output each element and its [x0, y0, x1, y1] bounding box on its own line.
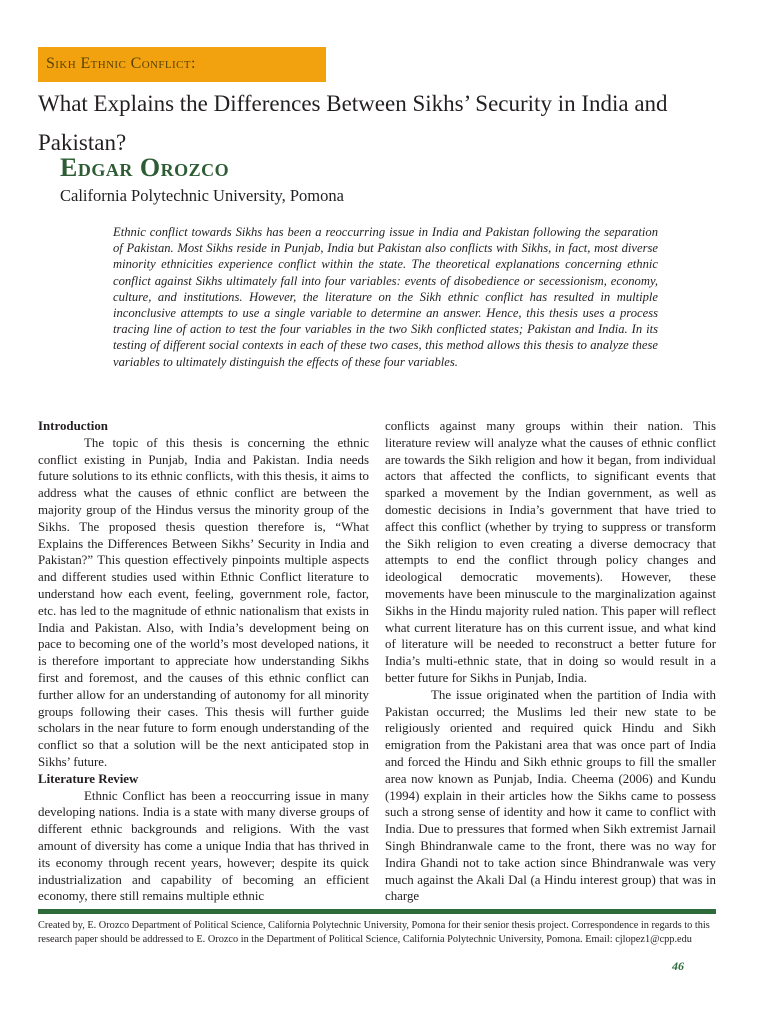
series-label: Sikh Ethnic Conflict:	[46, 55, 196, 72]
literature-paragraph-1: Ethnic Conflict has been a reoccurring issue in many developing nations. India is a state with many diverse groups of different ethnic backgrounds and religions. With the vast amount of diversity has come a unique India that has thrived in its economy through recent years, however; despite its quick industrialization and capability of becoming an efficient economy, there still remains multiple ethnic	[38, 788, 369, 904]
article-title: What Explains the Differences Between Sikhs’ Security in India and Pakistan?	[38, 91, 668, 155]
author-name: Edgar Orozco	[60, 153, 230, 182]
literature-review-heading: Literature Review	[38, 771, 139, 786]
series-header-box	[38, 47, 326, 82]
introduction-heading: Introduction	[38, 419, 108, 433]
author-affiliation: California Polytechnic University, Pomona	[60, 186, 344, 205]
abstract: Ethnic conflict towards Sikhs has been a reoccurring issue in India and Pakistan following the separation of Pakistan. Most Sikhs reside in Punjab, India but Pakistan also conflicts with Sikhs, in fact, most diverse minority ethnicities experience conflict within the state. The theoretical explanations concerning ethnic conflict against Sikhs ultimately fall into four variables: events of disobedience or secessionism, economy, culture, and institutions. However, the literature on the Sikh ethnic conflict has resulted in multiple inconclusive attempts to use a single variable to determine an answer. Hence, this thesis uses a process tracing line of action to test the four variables in the two Sikh conflicted states; Pakistan and India. In its testing of different social contexts in each of these two cases, this method allows this thesis to analyze these variables to ultimately distinguish the effects of these four variables.	[113, 225, 658, 369]
literature-paragraph-2: The issue originated when the partition of India with Pakistan occurred; the Muslims led their new state to be religiously oriented and required quick Hindu and Sikh emigration from the Pakistani area that was once part of India and forced the Hindu and Sikh ethnic groups to fill the smaller area now known as Punjab, India. Cheema (2006) and Kundu (1994) explain in their articles how the Sikhs came to possess such a strong sense of identity and how it came to conflict with India. Due to pressures that formed when Sikh extremist Jarnail Singh Bhindranwale came to the front, there was no way for Indira Ghandi not to take action since Bhindranwale was very much against the Akali Dal (a Hindu interest group) that was in charge	[385, 687, 716, 904]
page-number: 46	[672, 959, 684, 973]
literature-paragraph-1-continued: conflicts against many groups within their nation. This literature review will analyze what the causes of ethnic conflict are towards the Sikh religion and how it began, from individual actors that affected the conflicts, to significant events that sparked a movement by the Indian government, as well as domestic decisions in India’s government that have tried to affect this conflict (whether by trying to suppress or transform the Sikh religion to even creating a diverse democracy that attempts to end the conflict through policy changes and ideological democratic movements). However, these movements have been minuscule to the marginalization against Sikhs in the Hindu majority ruled nation. This paper will reflect what current literature has on this current issue, and what kind of literature will be needed to reconstruct a better future for India’s multi-ethnic state, that in doing so would result in a better future for Sikhs in Punjab, India.	[385, 419, 716, 685]
introduction-paragraph: The topic of this thesis is concerning the ethnic conflict existing in Punjab, India and Pakistan. India needs future solutions to its ethnic conflicts, with this thesis, it aims to address what the causes of ethnic conflict are between the majority group of the Hindus versus the minority group of the Sikhs. The proposed thesis question therefore is, “What Explains the Differences Between Sikhs’ Security in India and Pakistan?” This question effectively pinpoints multiple aspects and different studies used within Ethnic Conflict literature to understand how each event, feeling, government role, factor, etc. has led to the magnitude of ethnic nationalism that exists in India and Pakistan. Also, with India’s development being on pace to becoming one of the world’s most developed nations, it is therefore important to appreciate how understanding Sikhs first and foremost, and the causes of this ethnic conflict can further allow for an understanding of autonomy for all minority groups following their cases. This thesis will further guide scholars in the near future to form enough understanding of the conflict so that a solution will be the next anticipated stop in Sikhs’ future.	[38, 435, 369, 769]
footer-rule	[38, 909, 716, 914]
right-column	[385, 418, 716, 905]
author-footnote: Created by, E. Orozco Department of Political Science, California Polytechnic University, Pomona for their senior thesis project. Correspondence in regards to this research paper should be addressed to E. Orozco in the Department of Political Science, California Polytechnic University, Pomona. Email: cjlopez1@cpp.edu	[38, 920, 710, 945]
left-column	[38, 418, 369, 905]
